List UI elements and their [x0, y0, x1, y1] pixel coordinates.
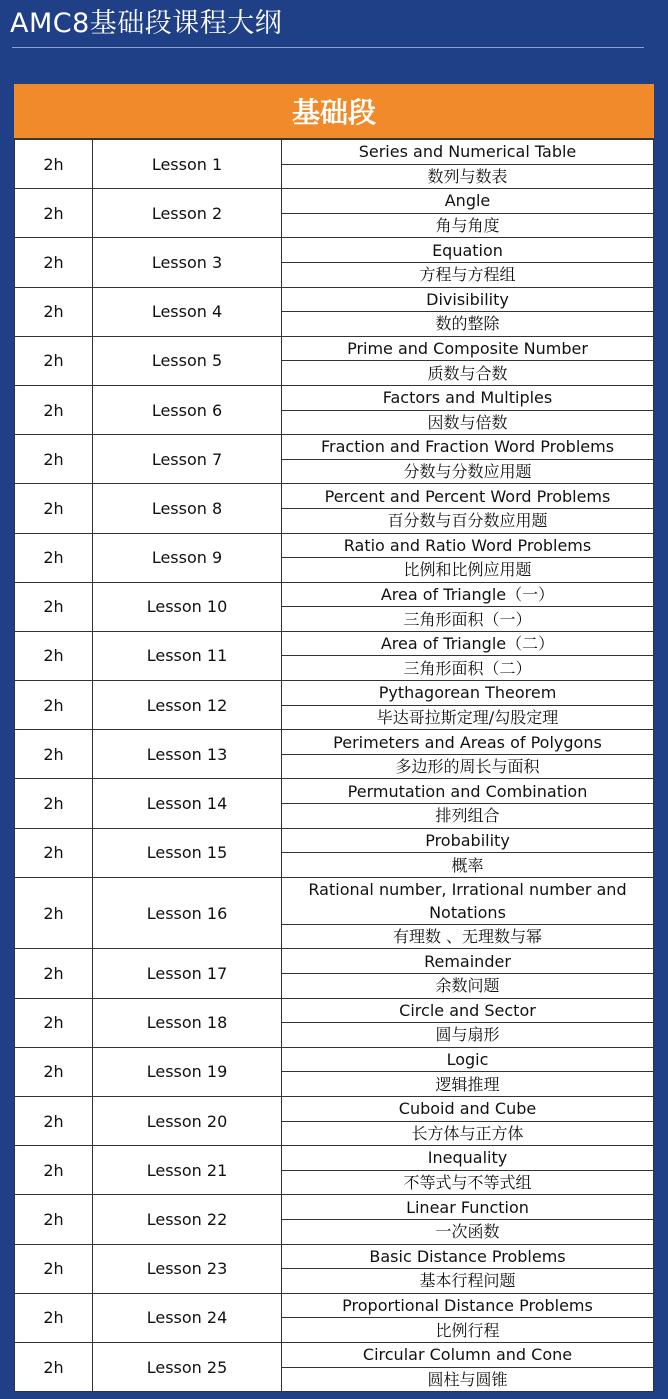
table-row: [15, 435, 654, 460]
section-header: 基础段: [14, 84, 654, 139]
lesson-topic-en: Cuboid and Cube: [282, 1096, 654, 1121]
lesson-number: Lesson 9: [93, 533, 282, 582]
lesson-topic-zh: 因数与倍数: [282, 410, 654, 435]
lesson-number: Lesson 18: [93, 998, 282, 1047]
lesson-number: Lesson 16: [93, 877, 282, 949]
lesson-topic-en: Linear Function: [282, 1195, 654, 1220]
table-row: [15, 287, 654, 312]
table-row: [15, 1293, 654, 1318]
page-title: AMC8基础段课程大纲: [10, 8, 283, 39]
lesson-duration: 2h: [15, 681, 93, 730]
lesson-topic-zh: 圆柱与圆锥: [282, 1367, 654, 1392]
lesson-duration: 2h: [15, 877, 93, 949]
lesson-topic-zh: 质数与合数: [282, 361, 654, 386]
table-row: [15, 533, 654, 558]
title-divider: [12, 47, 644, 48]
lesson-number: Lesson 17: [93, 949, 282, 998]
lesson-number: Lesson 20: [93, 1096, 282, 1145]
table-row: [15, 1146, 654, 1171]
table-row: [15, 336, 654, 361]
table-row: [15, 582, 654, 607]
lesson-topic-zh: 百分数与百分数应用题: [282, 508, 654, 533]
lesson-topic-zh: 比例和比例应用题: [282, 558, 654, 583]
lesson-topic-zh: 一次函数: [282, 1219, 654, 1244]
lesson-number: Lesson 11: [93, 631, 282, 680]
lesson-topic-en: Perimeters and Areas of Polygons: [282, 730, 654, 755]
lesson-duration: 2h: [15, 533, 93, 582]
lesson-topic-en: Divisibility: [282, 287, 654, 312]
table-row: [15, 828, 654, 853]
lesson-topic-zh: 三角形面积（一）: [282, 607, 654, 632]
lesson-duration: 2h: [15, 484, 93, 533]
lesson-duration: 2h: [15, 435, 93, 484]
lesson-number: Lesson 22: [93, 1195, 282, 1244]
lesson-number: Lesson 8: [93, 484, 282, 533]
lesson-topic-zh: 毕达哥拉斯定理/勾股定理: [282, 705, 654, 730]
lesson-topic-zh: 圆与扇形: [282, 1023, 654, 1048]
lesson-topic-en: Probability: [282, 828, 654, 853]
lesson-topic-en: Factors and Multiples: [282, 385, 654, 410]
lesson-topic-en-line2: Notations: [429, 902, 506, 922]
lesson-topic-en: Equation: [282, 238, 654, 263]
lesson-duration: 2h: [15, 582, 93, 631]
lesson-duration: 2h: [15, 1096, 93, 1145]
lesson-topic-en: Angle: [282, 189, 654, 214]
table-row: [15, 877, 654, 924]
lesson-duration: 2h: [15, 385, 93, 434]
lesson-duration: 2h: [15, 828, 93, 877]
table-row: [15, 681, 654, 706]
lesson-number: Lesson 14: [93, 779, 282, 828]
lesson-number: Lesson 12: [93, 681, 282, 730]
lesson-number: Lesson 23: [93, 1244, 282, 1293]
lesson-topic-en: Permutation and Combination: [282, 779, 654, 804]
lesson-duration: 2h: [15, 1293, 93, 1342]
lesson-topic-en: [282, 877, 654, 924]
table-row: [15, 1096, 654, 1121]
lesson-number: Lesson 15: [93, 828, 282, 877]
lesson-topic-zh: 分数与分数应用题: [282, 459, 654, 484]
lesson-duration: 2h: [15, 779, 93, 828]
lesson-duration: 2h: [15, 949, 93, 998]
lesson-topic-en: Circular Column and Cone: [282, 1342, 654, 1367]
lesson-duration: 2h: [15, 1195, 93, 1244]
table-row: [15, 484, 654, 509]
table-row: [15, 949, 654, 974]
lesson-topic-en-line1: Rational number, Irrational number and: [308, 879, 627, 899]
lesson-number: Lesson 4: [93, 287, 282, 336]
lesson-duration: 2h: [15, 287, 93, 336]
lesson-topic-zh: 概率: [282, 853, 654, 878]
lesson-topic-en: Logic: [282, 1047, 654, 1072]
lesson-number: Lesson 24: [93, 1293, 282, 1342]
lesson-topic-zh: 数的整除: [282, 312, 654, 337]
lesson-duration: 2h: [15, 189, 93, 238]
lesson-number: Lesson 5: [93, 336, 282, 385]
lesson-duration: 2h: [15, 1342, 93, 1391]
lesson-topic-en: Pythagorean Theorem: [282, 681, 654, 706]
lesson-number: Lesson 19: [93, 1047, 282, 1096]
lesson-topic-zh: 余数问题: [282, 974, 654, 999]
lesson-number: Lesson 10: [93, 582, 282, 631]
lesson-number: Lesson 2: [93, 189, 282, 238]
lesson-topic-zh: 长方体与正方体: [282, 1121, 654, 1146]
lesson-topic-zh: 排列组合: [282, 804, 654, 829]
table-row: [15, 1342, 654, 1367]
table-row: [15, 631, 654, 656]
lesson-topic-zh: 比例行程: [282, 1318, 654, 1343]
lesson-duration: 2h: [15, 730, 93, 779]
lesson-number: Lesson 13: [93, 730, 282, 779]
lesson-topic-en: Prime and Composite Number: [282, 336, 654, 361]
lesson-topic-en: Series and Numerical Table: [282, 140, 654, 165]
lesson-number: Lesson 6: [93, 385, 282, 434]
lesson-topic-en: Remainder: [282, 949, 654, 974]
table-row: [15, 238, 654, 263]
lesson-topic-en: Inequality: [282, 1146, 654, 1171]
lesson-topic-en: Circle and Sector: [282, 998, 654, 1023]
lesson-topic-zh: 方程与方程组: [282, 262, 654, 287]
lesson-topic-zh: 三角形面积（二）: [282, 656, 654, 681]
table-row: [15, 1047, 654, 1072]
lesson-duration: 2h: [15, 336, 93, 385]
lesson-topic-en: Percent and Percent Word Problems: [282, 484, 654, 509]
table-row: [15, 730, 654, 755]
table-row: [15, 998, 654, 1023]
table-row: [15, 140, 654, 165]
syllabus-rows: [15, 140, 654, 1392]
table-row: [15, 1244, 654, 1269]
lesson-duration: 2h: [15, 238, 93, 287]
lesson-topic-zh: 角与角度: [282, 213, 654, 238]
lesson-duration: 2h: [15, 998, 93, 1047]
lesson-topic-zh: 不等式与不等式组: [282, 1170, 654, 1195]
lesson-topic-en: Area of Triangle（二）: [282, 631, 654, 656]
table-row: [15, 385, 654, 410]
table-row: [15, 1195, 654, 1220]
lesson-topic-en: Basic Distance Problems: [282, 1244, 654, 1269]
lesson-topic-en: Fraction and Fraction Word Problems: [282, 435, 654, 460]
lesson-number: Lesson 3: [93, 238, 282, 287]
lesson-number: Lesson 25: [93, 1342, 282, 1391]
table-row: [15, 779, 654, 804]
lesson-topic-en: Ratio and Ratio Word Problems: [282, 533, 654, 558]
lesson-topic-en: Area of Triangle（一）: [282, 582, 654, 607]
lesson-number: Lesson 21: [93, 1146, 282, 1195]
lesson-duration: 2h: [15, 1047, 93, 1096]
lesson-topic-zh: 逻辑推理: [282, 1072, 654, 1097]
table-row: [15, 189, 654, 214]
lesson-duration: 2h: [15, 1146, 93, 1195]
lesson-topic-zh: 多边形的周长与面积: [282, 754, 654, 779]
lesson-number: Lesson 7: [93, 435, 282, 484]
syllabus-panel: [14, 84, 654, 1392]
lesson-topic-zh: 数列与数表: [282, 164, 654, 189]
syllabus-table: [14, 139, 654, 1392]
lesson-duration: 2h: [15, 140, 93, 189]
lesson-duration: 2h: [15, 631, 93, 680]
lesson-topic-zh: 有理数 、无理数与幂: [282, 924, 654, 949]
lesson-topic-en: Proportional Distance Problems: [282, 1293, 654, 1318]
lesson-number: Lesson 1: [93, 140, 282, 189]
lesson-duration: 2h: [15, 1244, 93, 1293]
lesson-topic-zh: 基本行程问题: [282, 1269, 654, 1294]
